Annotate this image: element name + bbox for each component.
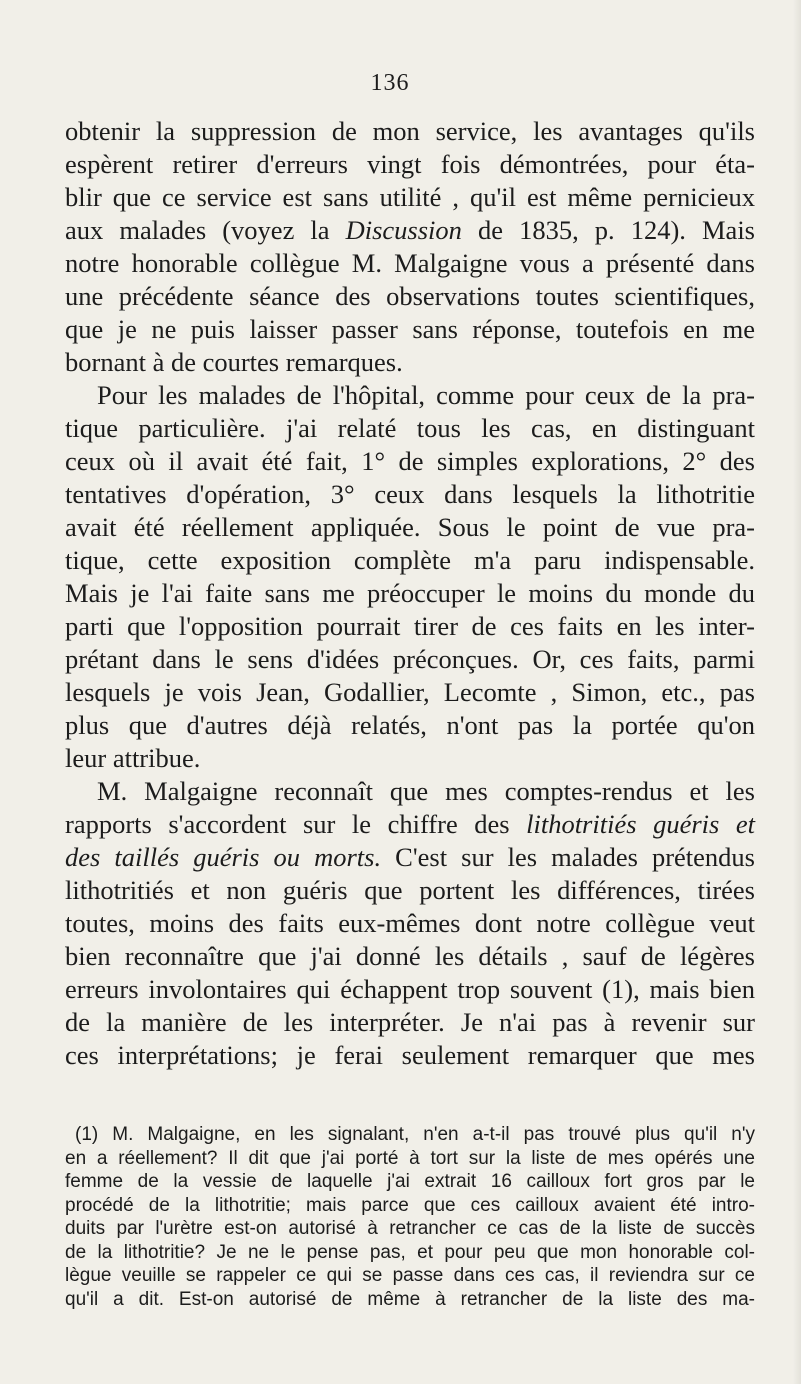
footnote-line: qu'il a dit. Est-on autorisé de même à retrancher de la liste des ma- [65, 1288, 755, 1310]
text-line: lithotritiés et non guéris que portent les différences, tirées [65, 875, 755, 905]
text-line: tique, cette exposition complète m'a paru indispensable. [65, 545, 755, 575]
text-line: blir que ce service est sans utilité , qu'il est même pernicieux [65, 182, 755, 212]
footnote-line: femme de la vessie de laquelle j'ai extrait 16 cailloux fort gros par le [65, 1171, 755, 1192]
footnote-block [65, 1123, 755, 1311]
italic-phrase: Discussion [345, 215, 462, 245]
text-line: erreurs involontaires qui échappent trop souvent (1), mais bien [65, 974, 755, 1004]
text-line: des taillés guéris ou morts. C'est sur les malades prétendus [65, 842, 755, 872]
page-number: 136 [370, 70, 410, 96]
text-line: prétant dans le sens d'idées préconçues. Or, ces faits, parmi [65, 644, 755, 674]
text-line: leur attribue. [65, 743, 201, 773]
text-line: tique particulière. j'ai relaté tous les cas, en distinguant [65, 413, 755, 443]
footnote-line: duits par l'urètre est-on autorisé à retrancher ce cas de la liste de succès [65, 1218, 755, 1239]
text-line: ceux où il avait été fait, 1° de simples explorations, 2° des [65, 446, 755, 476]
footnote-line: de la lithotritie? Je ne le pense pas, et pour peu que mon honorable col- [65, 1241, 755, 1263]
text-line: de la manière de les interpréter. Je n'ai pas à revenir sur [65, 1007, 755, 1037]
footnote-line: lègue veuille se rappeler ce qui se passe dans ces cas, il reviendra sur ce [65, 1265, 755, 1286]
italic-phrase: lithotritiés guéris et [526, 809, 755, 839]
text-line: rapports s'accordent sur le chiffre des lithotritiés guéris et [65, 809, 755, 839]
text-line: Mais je l'ai faite sans me préoccuper le moins du monde du [65, 578, 755, 608]
text-line: notre honorable collègue M. Malgaigne vous a présenté dans [65, 248, 755, 278]
text-line: bornant à de courtes remarques. [65, 347, 403, 377]
text-line: une précédente séance des observations toutes scientifiques, [65, 281, 755, 311]
text-line: obtenir la suppression de mon service, les avantages qu'ils [65, 116, 755, 146]
page-edge-shadow [793, 0, 801, 1384]
text-line: tentatives d'opération, 3° ceux dans lesquels la lithotritie [65, 479, 755, 509]
text-line: ces interprétations; je ferai seulement remarquer que mes [65, 1040, 755, 1070]
text-line: lesquels je vois Jean, Godallier, Lecomte , Simon, etc., pas [65, 677, 755, 707]
text-line: que je ne puis laisser passer sans réponse, toutefois en me [65, 314, 755, 344]
footnote-line: procédé de la lithotritie; mais parce que ces cailloux avaient été intro- [65, 1194, 755, 1216]
text-line: espèrent retirer d'erreurs vingt fois démontrées, pour éta- [65, 149, 755, 179]
footnote-line: (1) M. Malgaigne, en les signalant, n'en a-t-il pas trouvé plus qu'il n'y [75, 1124, 755, 1145]
text-line: plus que d'autres déjà relatés, n'ont pas la portée qu'on [65, 710, 755, 740]
text-line: M. Malgaigne reconnaît que mes comptes-rendus et les [97, 776, 755, 806]
footnote-line: en a réellement? Il dit que j'ai porté à tort sur la liste de mes opérés une [65, 1147, 755, 1169]
main-text-block [65, 115, 755, 1072]
text-line: Pour les malades de l'hôpital, comme pour ceux de la pra- [97, 380, 755, 410]
text-line: bien reconnaître que j'ai donné les détails , sauf de légères [65, 941, 755, 971]
text-line: parti que l'opposition pourrait tirer de ces faits en les inter- [65, 611, 755, 641]
text-line: aux malades (voyez la Discussion de 1835, p. 124). Mais [65, 215, 755, 245]
text-line: avait été réellement appliquée. Sous le point de vue pra- [65, 512, 755, 542]
text-line: toutes, moins des faits eux-mêmes dont notre collègue veut [65, 908, 755, 938]
italic-phrase: des taillés guéris ou morts. [65, 842, 382, 872]
